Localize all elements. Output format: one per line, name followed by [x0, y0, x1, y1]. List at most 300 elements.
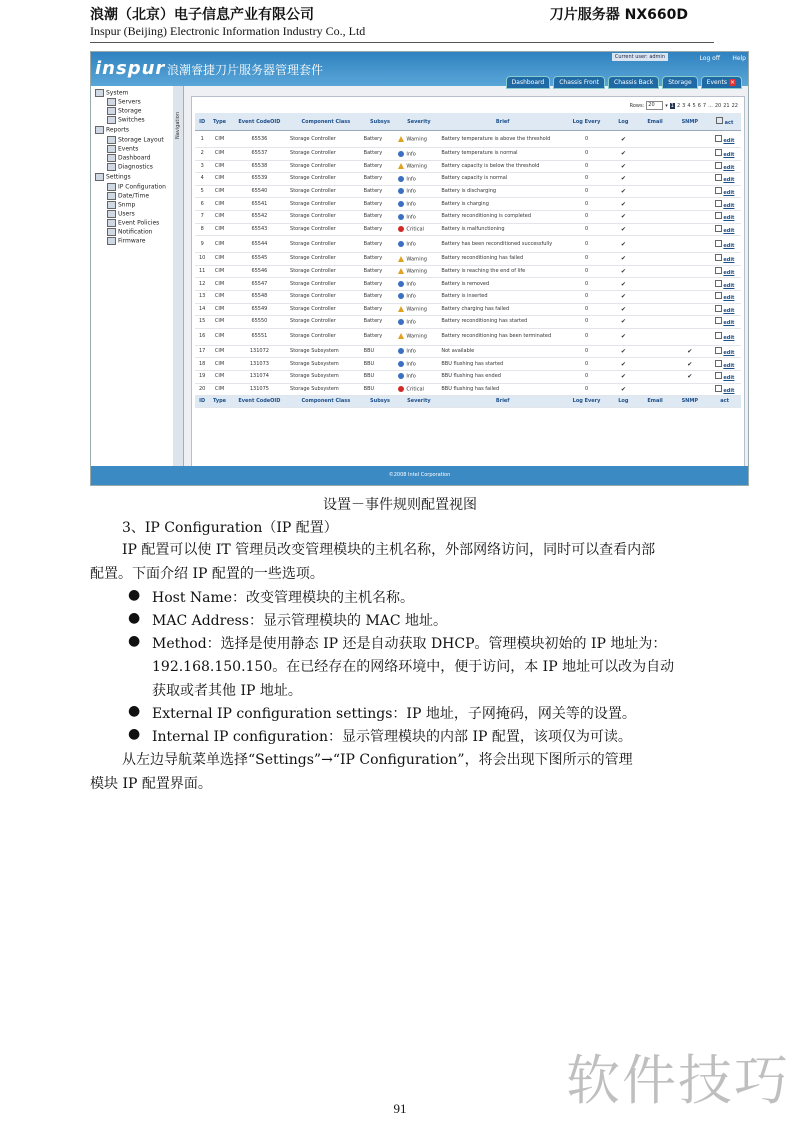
cell-event-code: 65543: [230, 223, 289, 236]
cell-severity: [397, 185, 440, 198]
edit-link[interactable]: edit: [723, 307, 735, 314]
severity-label: Warning: [406, 268, 427, 275]
edit-link[interactable]: edit: [723, 320, 735, 327]
cell-type: CIM: [209, 198, 229, 211]
cell-subsys: Battery: [363, 316, 398, 329]
row-checkbox[interactable]: [715, 212, 722, 219]
row-checkbox[interactable]: [715, 267, 722, 274]
edit-link[interactable]: edit: [723, 215, 735, 222]
severity-label: Info: [406, 281, 416, 288]
table-row: [195, 358, 741, 371]
page-number: 91: [393, 1101, 407, 1116]
cell-act: [708, 303, 741, 316]
cell-subsys: Battery: [363, 265, 398, 278]
bullet-mac-address: MAC Address：显示管理模块的 MAC 地址。: [152, 613, 448, 629]
cell-act: [708, 185, 741, 198]
cell-brief: Battery temperature is above the threshold: [440, 131, 565, 148]
edit-link[interactable]: edit: [723, 375, 735, 382]
info-icon: [398, 348, 404, 354]
cell-component-class: Storage Controller: [289, 316, 363, 329]
col-header[interactable]: Log Every: [565, 113, 608, 131]
cell-component-class: Storage Controller: [289, 290, 363, 303]
edit-link[interactable]: edit: [723, 202, 735, 209]
nav-date-time[interactable]: [107, 192, 149, 200]
nav-label: Switches: [118, 116, 145, 124]
cell-log: ✔: [608, 173, 639, 186]
page-link[interactable]: 2: [676, 102, 681, 109]
bullet-icon: ●: [128, 703, 141, 719]
row-checkbox[interactable]: [715, 372, 722, 379]
cell-act: [708, 253, 741, 266]
col-header[interactable]: Severity: [397, 113, 440, 131]
cell-act: [708, 198, 741, 211]
cell-event-code: 65537: [230, 148, 289, 161]
cell-act: [708, 358, 741, 371]
nav-reports[interactable]: [95, 126, 129, 134]
cell-brief: Battery is removed: [440, 278, 565, 291]
cell-snmp: ✔: [671, 358, 708, 371]
nav-label: Storage: [118, 107, 142, 115]
nav-event-policies[interactable]: [107, 219, 159, 227]
paragraph-1: IP 配置可以使 IT 管理员改变管理模块的主机名称，外部网络访问，同时可以查看内部: [122, 542, 656, 558]
cell-component-class: Storage Controller: [289, 253, 363, 266]
cell-email: [639, 370, 672, 383]
cell-severity: [397, 223, 440, 236]
cell-id: 20: [195, 383, 209, 396]
footer-col: SNMP: [671, 396, 708, 408]
cell-id: 18: [195, 358, 209, 371]
cell-type: CIM: [209, 148, 229, 161]
page-link[interactable]: 20: [714, 102, 722, 109]
cell-component-class: Storage Controller: [289, 131, 363, 148]
table-row: [195, 316, 741, 329]
cell-log-every: 0: [565, 253, 608, 266]
cell-subsys: Battery: [363, 173, 398, 186]
bullet-icon: ●: [128, 587, 141, 603]
info-icon: [398, 281, 404, 287]
nav-label: Settings: [106, 173, 131, 181]
row-checkbox[interactable]: [715, 360, 722, 367]
edit-link[interactable]: edit: [723, 270, 735, 277]
row-checkbox[interactable]: [715, 254, 722, 261]
cell-brief: Battery has been reconditioned successfully: [440, 236, 565, 253]
row-checkbox[interactable]: [715, 305, 722, 312]
cell-type: CIM: [209, 210, 229, 223]
page-link[interactable]: 4: [687, 102, 691, 109]
settings-icon: [107, 237, 116, 245]
nav-label: Storage Layout: [118, 136, 164, 144]
cell-event-code: 65551: [230, 328, 289, 345]
bullet-method-cont2: 获取或者其他 IP 地址。: [152, 683, 302, 699]
row-checkbox[interactable]: [715, 292, 722, 299]
cell-snmp: [671, 328, 708, 345]
table-body: [195, 131, 741, 396]
cell-brief: Battery is reaching the end of life: [440, 265, 565, 278]
cell-component-class: Storage Subsystem: [289, 370, 363, 383]
cell-email: [639, 290, 672, 303]
cell-id: 6: [195, 198, 209, 211]
cell-event-code: 65548: [230, 290, 289, 303]
cell-subsys: BBU: [363, 370, 398, 383]
edit-link[interactable]: edit: [723, 190, 735, 197]
cell-severity: [397, 253, 440, 266]
cell-act: [708, 328, 741, 345]
cell-subsys: Battery: [363, 303, 398, 316]
cell-severity: [397, 160, 440, 173]
edit-link[interactable]: edit: [723, 362, 735, 369]
cell-snmp: [671, 173, 708, 186]
cell-subsys: BBU: [363, 383, 398, 396]
storage-icon: [107, 107, 116, 115]
col-header[interactable]: Brief: [440, 113, 565, 131]
cell-email: [639, 223, 672, 236]
cell-id: 11: [195, 265, 209, 278]
report-icon: [107, 145, 116, 153]
severity-label: Info: [406, 176, 416, 183]
cell-brief: Battery is malfunctioning: [440, 223, 565, 236]
nav-system[interactable]: [95, 89, 128, 97]
footer-col: Log Every: [565, 396, 608, 408]
cell-subsys: Battery: [363, 278, 398, 291]
footer-col: Event CodeOID: [230, 396, 289, 408]
close-icon[interactable]: ×: [729, 79, 736, 86]
info-icon: [398, 201, 404, 207]
nav-label: Diagnostics: [118, 163, 153, 171]
bullet-external-ip: External IP configuration settings：IP 地址，子网掩码，网关等的设置。: [152, 706, 636, 722]
select-all-checkbox[interactable]: [716, 117, 723, 124]
cell-id: 19: [195, 370, 209, 383]
event-rules-panel: [191, 96, 745, 468]
edit-link[interactable]: edit: [723, 164, 735, 171]
col-header[interactable]: SNMP: [671, 113, 708, 131]
cell-event-code: 65538: [230, 160, 289, 173]
cell-severity: [397, 358, 440, 371]
cell-type: CIM: [209, 253, 229, 266]
info-icon: [398, 293, 404, 299]
edit-link[interactable]: edit: [723, 177, 735, 184]
cell-brief: Battery capacity is below the threshold: [440, 160, 565, 173]
tab-events[interactable]: [701, 76, 742, 89]
info-icon: [398, 188, 404, 194]
cell-log: ✔: [608, 253, 639, 266]
row-checkbox[interactable]: [715, 332, 722, 339]
cell-snmp: [671, 148, 708, 161]
cell-log: ✔: [608, 358, 639, 371]
row-checkbox[interactable]: [715, 317, 722, 324]
cell-snmp: [671, 278, 708, 291]
table-row: [195, 223, 741, 236]
page-link[interactable]: 7: [702, 102, 707, 109]
nav-label: Reports: [106, 126, 130, 134]
embedded-screenshot: [90, 51, 749, 486]
page-link[interactable]: 21: [723, 102, 730, 109]
cell-type: CIM: [209, 383, 229, 396]
cell-log-every: 0: [565, 303, 608, 316]
cell-brief: Battery is charging: [440, 198, 565, 211]
severity-label: Warning: [406, 333, 427, 340]
cell-log: ✔: [608, 210, 639, 223]
cell-act: [708, 345, 741, 358]
cell-snmp: [671, 131, 708, 148]
edit-link[interactable]: edit: [723, 387, 735, 394]
cell-log-every: 0: [565, 185, 608, 198]
info-icon: [398, 151, 404, 157]
row-checkbox[interactable]: [715, 200, 722, 207]
edit-link[interactable]: edit: [723, 242, 735, 249]
severity-label: Critical: [406, 386, 424, 393]
warning-icon: [398, 136, 404, 142]
page-ellipsis: ...: [708, 102, 713, 109]
cell-log: ✔: [608, 328, 639, 345]
cell-email: [639, 210, 672, 223]
cell-id: 5: [195, 185, 209, 198]
cell-brief: Battery reconditioning is completed: [440, 210, 565, 223]
cell-brief: BBU flushing has ended: [440, 370, 565, 383]
cell-subsys: Battery: [363, 185, 398, 198]
nav-label: Users: [118, 210, 135, 218]
row-checkbox[interactable]: [715, 240, 722, 247]
cell-log: ✔: [608, 160, 639, 173]
table-row: [195, 278, 741, 291]
severity-label: Warning: [406, 306, 427, 313]
row-checkbox[interactable]: [715, 162, 722, 169]
tab-chassis-back[interactable]: Chassis Back: [608, 76, 659, 89]
cell-subsys: Battery: [363, 160, 398, 173]
page-link[interactable]: 6: [697, 102, 701, 109]
severity-label: Info: [406, 373, 416, 380]
table-row: [195, 265, 741, 278]
folder-icon: [95, 89, 104, 97]
cell-brief: Battery charging has failed: [440, 303, 565, 316]
report-icon: [107, 154, 116, 162]
cell-brief: Battery is inserted: [440, 290, 565, 303]
cell-type: CIM: [209, 131, 229, 148]
cell-event-code: 65547: [230, 278, 289, 291]
nav-users[interactable]: [107, 210, 135, 218]
row-checkbox[interactable]: [715, 225, 722, 232]
severity-label: Info: [406, 151, 416, 158]
cell-email: [639, 148, 672, 161]
cell-email: [639, 265, 672, 278]
cell-act: [708, 290, 741, 303]
cell-email: [639, 185, 672, 198]
warning-icon: [398, 268, 404, 274]
cell-log-every: 0: [565, 265, 608, 278]
page-link[interactable]: 5: [692, 102, 696, 109]
col-header[interactable]: Event CodeOID: [230, 113, 289, 131]
pager: [630, 101, 738, 110]
cell-type: CIM: [209, 370, 229, 383]
cell-id: 12: [195, 278, 209, 291]
nav-dashboard[interactable]: [107, 154, 151, 162]
cell-act: [708, 210, 741, 223]
table-row: [195, 185, 741, 198]
row-checkbox[interactable]: [715, 174, 722, 181]
nav-ip-configuration[interactable]: [107, 183, 166, 191]
cell-email: [639, 131, 672, 148]
cell-log: ✔: [608, 236, 639, 253]
cell-email: [639, 316, 672, 329]
navigation-collapse-tab[interactable]: [173, 86, 184, 466]
cell-snmp: ✔: [671, 345, 708, 358]
nav-label: Snmp: [118, 201, 136, 209]
cell-event-code: 131072: [230, 345, 289, 358]
nav-diagnostics[interactable]: [107, 163, 153, 171]
edit-link[interactable]: edit: [723, 137, 735, 144]
cell-log: ✔: [608, 223, 639, 236]
edit-link[interactable]: edit: [723, 350, 735, 357]
row-checkbox[interactable]: [715, 135, 722, 142]
footer-col: Type: [209, 396, 229, 408]
header-rule: [90, 42, 714, 43]
tab-dashboard[interactable]: Dashboard: [506, 76, 551, 89]
info-icon: [398, 241, 404, 247]
cell-event-code: 131074: [230, 370, 289, 383]
cell-component-class: Storage Controller: [289, 223, 363, 236]
cell-severity: [397, 236, 440, 253]
cell-act: [708, 223, 741, 236]
table-header-row: [195, 113, 741, 131]
cell-event-code: 65544: [230, 236, 289, 253]
table-row: [195, 328, 741, 345]
warning-icon: [398, 256, 404, 262]
cell-brief: Battery reconditioning has started: [440, 316, 565, 329]
navigation-tab-label: Navigation: [175, 112, 181, 139]
cell-snmp: [671, 223, 708, 236]
page-link[interactable]: 1: [670, 102, 674, 109]
cell-brief: Battery capacity is normal: [440, 173, 565, 186]
report-icon: [107, 163, 116, 171]
cell-act: [708, 160, 741, 173]
critical-icon: [398, 226, 404, 232]
cell-type: CIM: [209, 328, 229, 345]
cell-component-class: Storage Controller: [289, 303, 363, 316]
cell-id: 4: [195, 173, 209, 186]
nav-notification[interactable]: [107, 228, 152, 236]
nav-label: Dashboard: [118, 154, 151, 162]
cell-severity: [397, 328, 440, 345]
tab-chassis-front[interactable]: Chassis Front: [553, 76, 605, 89]
row-checkbox[interactable]: [715, 149, 722, 156]
watermark: 软件技巧: [566, 1049, 790, 1112]
cell-email: [639, 160, 672, 173]
row-checkbox[interactable]: [715, 385, 722, 392]
page-link[interactable]: 3: [682, 102, 686, 109]
col-header-act[interactable]: [708, 113, 741, 131]
edit-link[interactable]: edit: [723, 282, 735, 289]
nav-switches[interactable]: [107, 116, 145, 124]
section-heading: 3、IP Configuration（IP 配置）: [122, 520, 338, 536]
cell-id: 3: [195, 160, 209, 173]
tab-storage[interactable]: Storage: [662, 76, 697, 89]
col-header[interactable]: Component Class: [289, 113, 363, 131]
col-header[interactable]: Log: [608, 113, 639, 131]
cell-id: 7: [195, 210, 209, 223]
nav-events[interactable]: [107, 145, 138, 153]
severity-label: Warning: [406, 163, 427, 170]
cell-log: ✔: [608, 290, 639, 303]
row-checkbox[interactable]: [715, 347, 722, 354]
help-link[interactable]: Help: [732, 55, 746, 62]
cell-type: CIM: [209, 236, 229, 253]
nav-label: Date/Time: [118, 192, 150, 200]
severity-label: Info: [406, 348, 416, 355]
cell-snmp: [671, 265, 708, 278]
severity-label: Warning: [406, 136, 427, 143]
nav-firmware[interactable]: [107, 237, 146, 245]
row-checkbox[interactable]: [715, 280, 722, 287]
cell-severity: [397, 383, 440, 396]
settings-icon: [107, 219, 116, 227]
cell-id: 13: [195, 290, 209, 303]
col-header[interactable]: Type: [209, 113, 229, 131]
table-row: [195, 370, 741, 383]
nav-servers[interactable]: [107, 98, 141, 106]
settings-icon: [107, 210, 116, 218]
cell-snmp: [671, 253, 708, 266]
footer-col: Email: [639, 396, 672, 408]
cell-snmp: [671, 185, 708, 198]
inspur-logo: inspur: [95, 58, 166, 79]
edit-link[interactable]: edit: [723, 295, 735, 302]
table-row: [195, 131, 741, 148]
nav-tree: [91, 86, 174, 466]
footer-col: ID: [195, 396, 209, 408]
severity-label: Info: [406, 201, 416, 208]
product-title: 浪潮睿捷刀片服务器管理套件: [167, 63, 324, 77]
edit-link[interactable]: edit: [723, 257, 735, 264]
page-link[interactable]: 22: [731, 102, 738, 109]
chevron-down-icon[interactable]: ▾: [665, 102, 668, 109]
cell-type: CIM: [209, 173, 229, 186]
edit-link[interactable]: edit: [723, 152, 735, 159]
nav-storage-layout[interactable]: [107, 136, 164, 144]
bullet-method-cont: 192.168.150.150。在已经存在的网络环境中，便于访问，本 IP 地址可以改为自动: [152, 659, 675, 675]
cell-act: [708, 370, 741, 383]
cell-email: [639, 173, 672, 186]
cell-severity: [397, 198, 440, 211]
edit-link[interactable]: edit: [723, 227, 735, 234]
figure-caption: 设置－事件规则配置视图: [323, 497, 477, 513]
nav-storage[interactable]: [107, 107, 141, 115]
rows-select[interactable]: 20: [646, 101, 663, 110]
cell-type: CIM: [209, 290, 229, 303]
cell-log-every: 0: [565, 210, 608, 223]
nav-snmp[interactable]: [107, 201, 135, 209]
cell-subsys: Battery: [363, 236, 398, 253]
cell-id: 9: [195, 236, 209, 253]
edit-link[interactable]: edit: [723, 335, 735, 342]
cell-log-every: 0: [565, 370, 608, 383]
col-header[interactable]: ID: [195, 113, 209, 131]
footer-col: act: [708, 396, 741, 408]
row-checkbox[interactable]: [715, 187, 722, 194]
col-header[interactable]: Email: [639, 113, 672, 131]
cell-email: [639, 345, 672, 358]
switch-icon: [107, 116, 116, 124]
cell-severity: [397, 278, 440, 291]
cell-event-code: 65549: [230, 303, 289, 316]
top-tabs: [506, 76, 742, 89]
cell-log-every: 0: [565, 316, 608, 329]
table-row: [195, 290, 741, 303]
cell-type: CIM: [209, 345, 229, 358]
cell-log: ✔: [608, 198, 639, 211]
col-header[interactable]: Subsys: [363, 113, 398, 131]
nav-settings[interactable]: [95, 173, 131, 181]
nav-label: Events: [118, 145, 139, 153]
logoff-link[interactable]: Log off: [699, 55, 720, 62]
